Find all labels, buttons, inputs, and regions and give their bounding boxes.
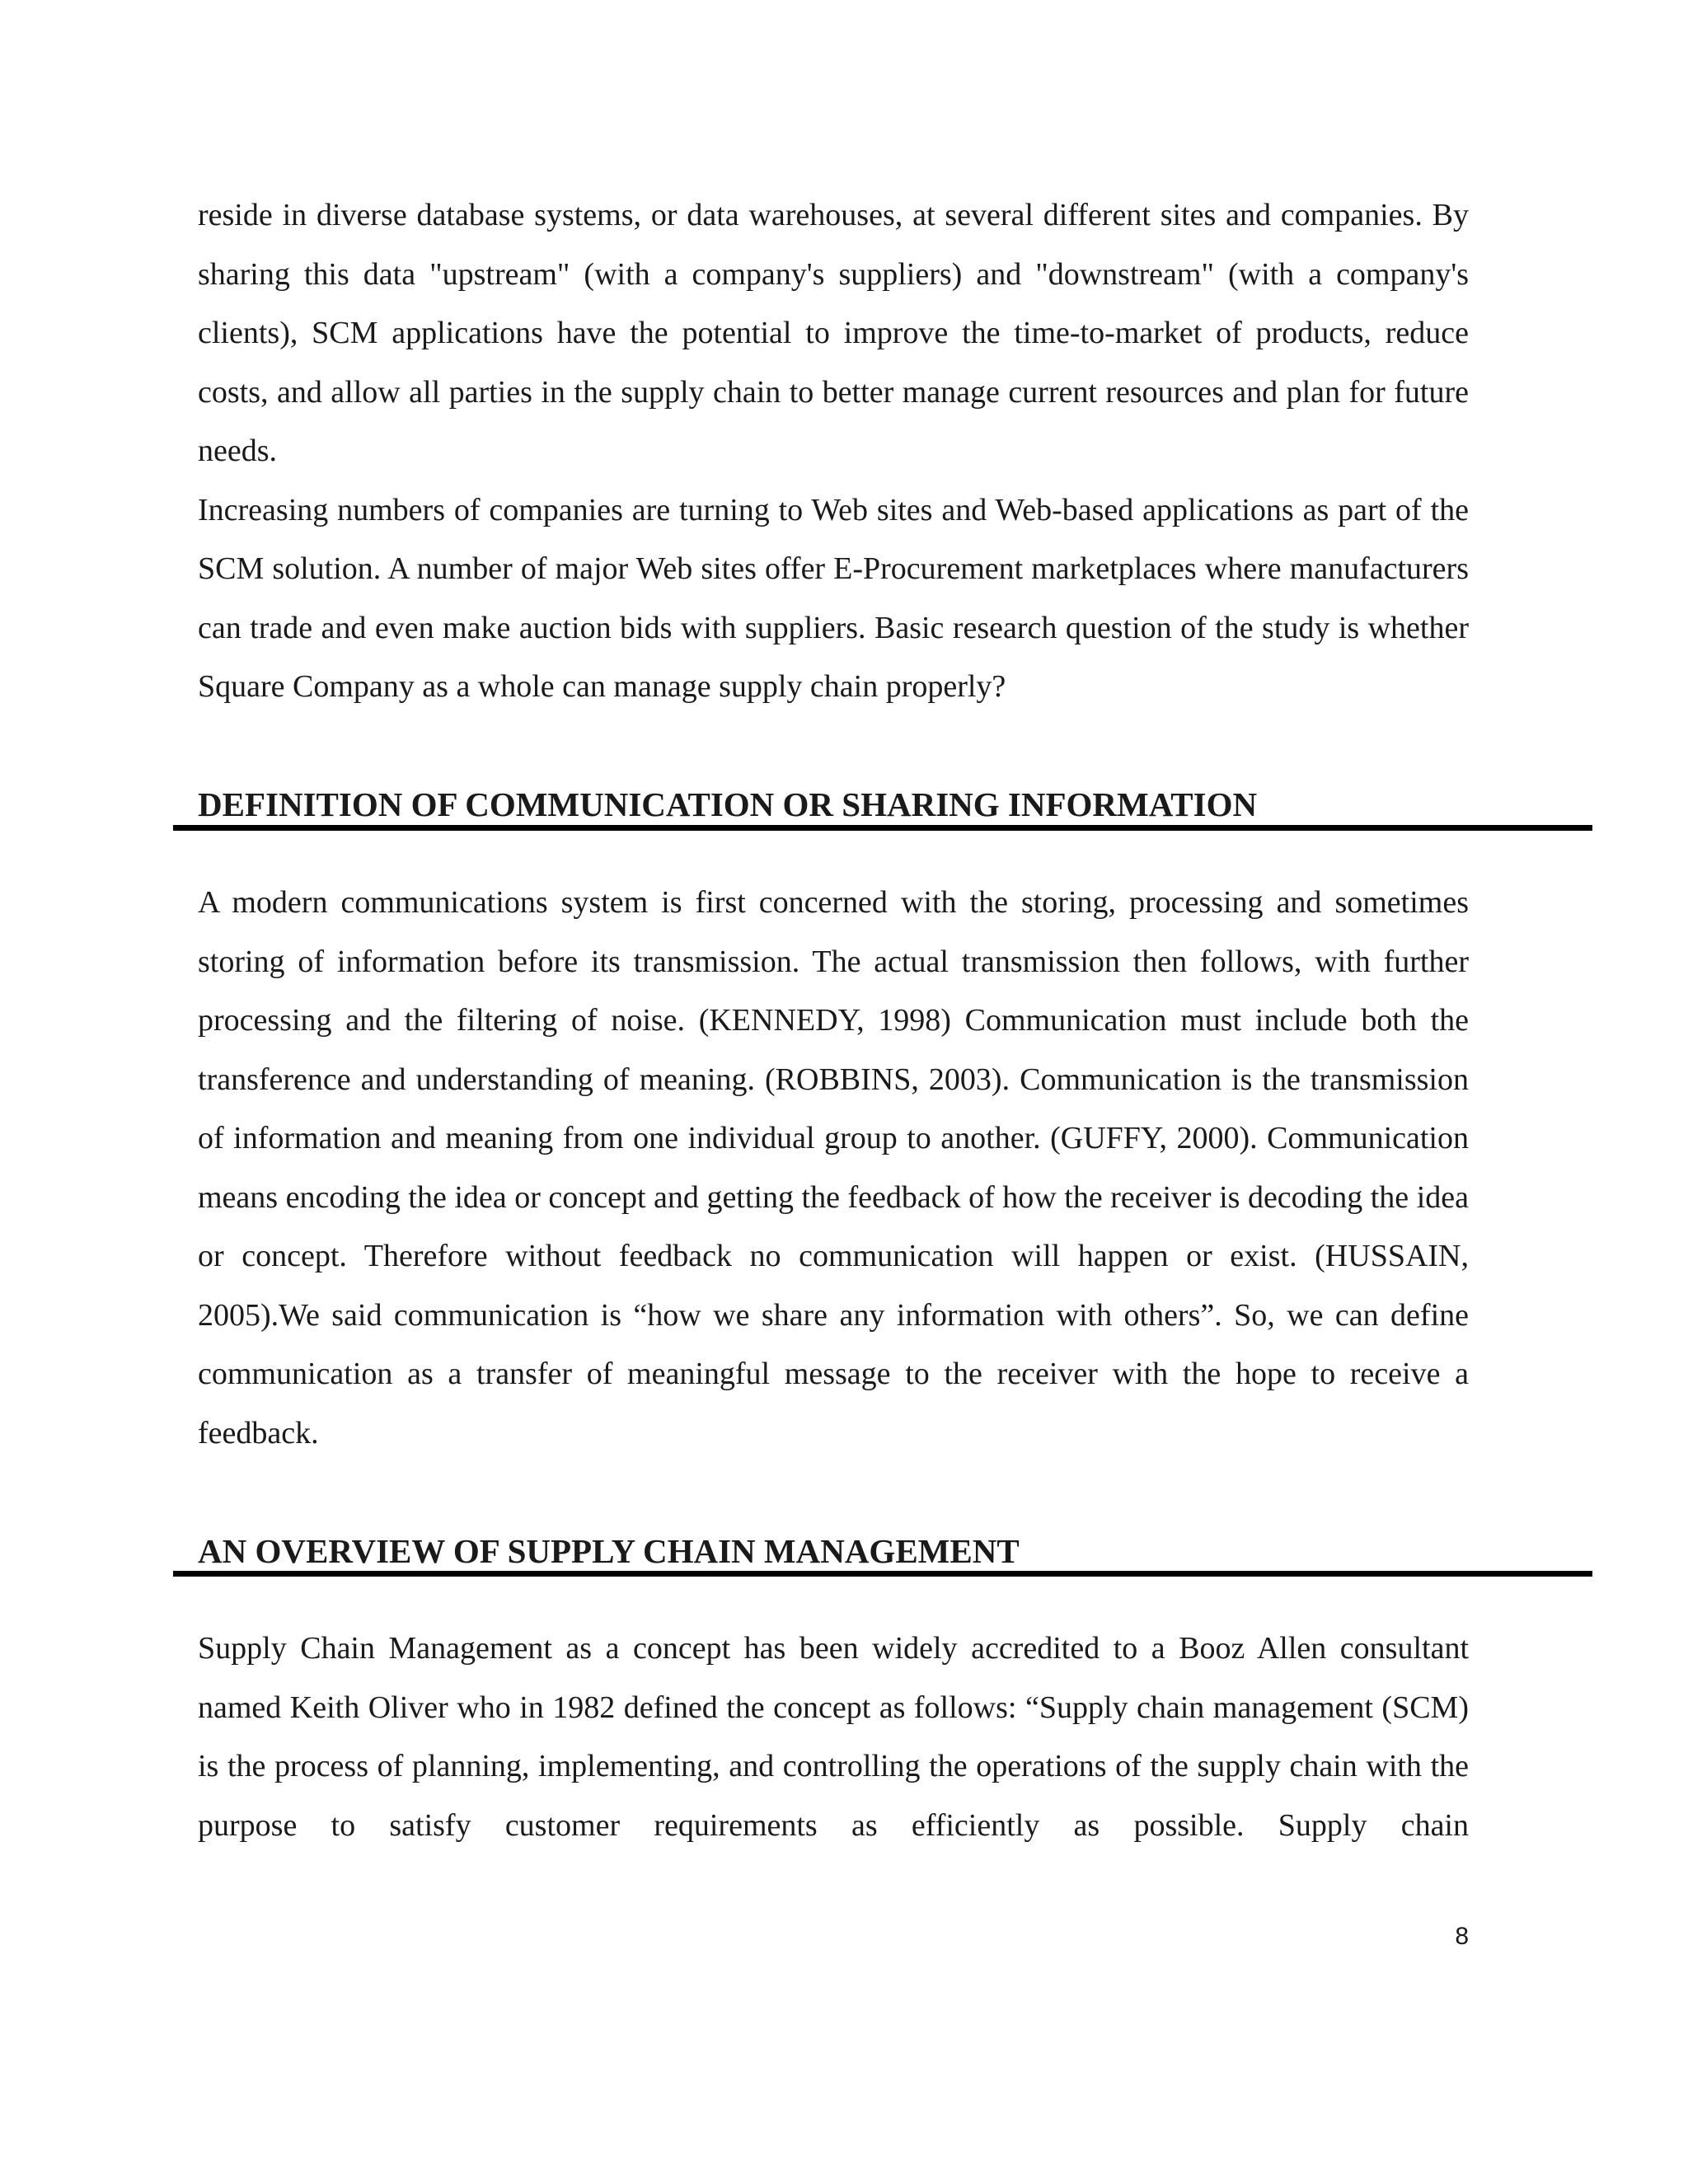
- communication-paragraph: A modern communications system is first concerned with the storing, processing and sometimes storing of information before its transmission. The actual transmission then follows, with further processing and the filtering of noise. (KENNEDY, 1998) Communication must include both the transference and understanding of meaning. (ROBBINS, 2003). Communication is the transmission of information and meaning from one individual group to another. (GUFFY, 2000). Communication means encoding the idea or concept and getting the feedback of how the receiver is decoding the idea or concept. Therefore without feedback no communication will happen or exist. (HUSSAIN, 2005).We said communication is “how we share any information with others”. So, we can define communication as a transfer of meaningful message to the receiver with the hope to receive a feedback.: [198, 885, 1469, 1451]
- page-number: 8: [1455, 1923, 1469, 1950]
- heading-underline: [173, 825, 1592, 831]
- scm-overview-paragraph: Supply Chain Management as a concept has been widely accredited to a Booz Allen consultant named Keith Oliver who in 1982 defined the concept as follows: “Supply chain management (SCM) is the process of planning, implementing, and controlling the operations of the supply chain with the purpose to satisfy customer requirements as efficiently as possible. Supply chain: [198, 1631, 1469, 1843]
- intro-paragraph-1: reside in diverse database systems, or data warehouses, at several different sites and companies. By sharing this data "upstream" (with a company's suppliers) and "downstream" (with a company's clients), SCM applications have the potential to improve the time-to-market of products, reduce costs, and allow all parties in the supply chain to better manage current resources and plan for future needs.: [198, 198, 1469, 468]
- section-body-communication: [198, 874, 1469, 1463]
- section-heading-scm-overview: AN OVERVIEW OF SUPPLY CHAIN MANAGEMENT: [198, 1532, 1020, 1570]
- section-heading-communication: DEFINITION OF COMMUNICATION OR SHARING INFORMATION: [198, 785, 1258, 823]
- intro-paragraph-2: Increasing numbers of companies are turning to Web sites and Web-based applications as part of the SCM solution. A number of major Web sites offer E-Procurement marketplaces where manufacturers can trade and even make auction bids with suppliers. Basic research question of the study is whether Square Company as a whole can manage supply chain properly?: [198, 492, 1469, 704]
- section-body-scm-overview: [198, 1619, 1469, 1855]
- intro-text: [198, 186, 1469, 717]
- heading-underline: [173, 1571, 1592, 1577]
